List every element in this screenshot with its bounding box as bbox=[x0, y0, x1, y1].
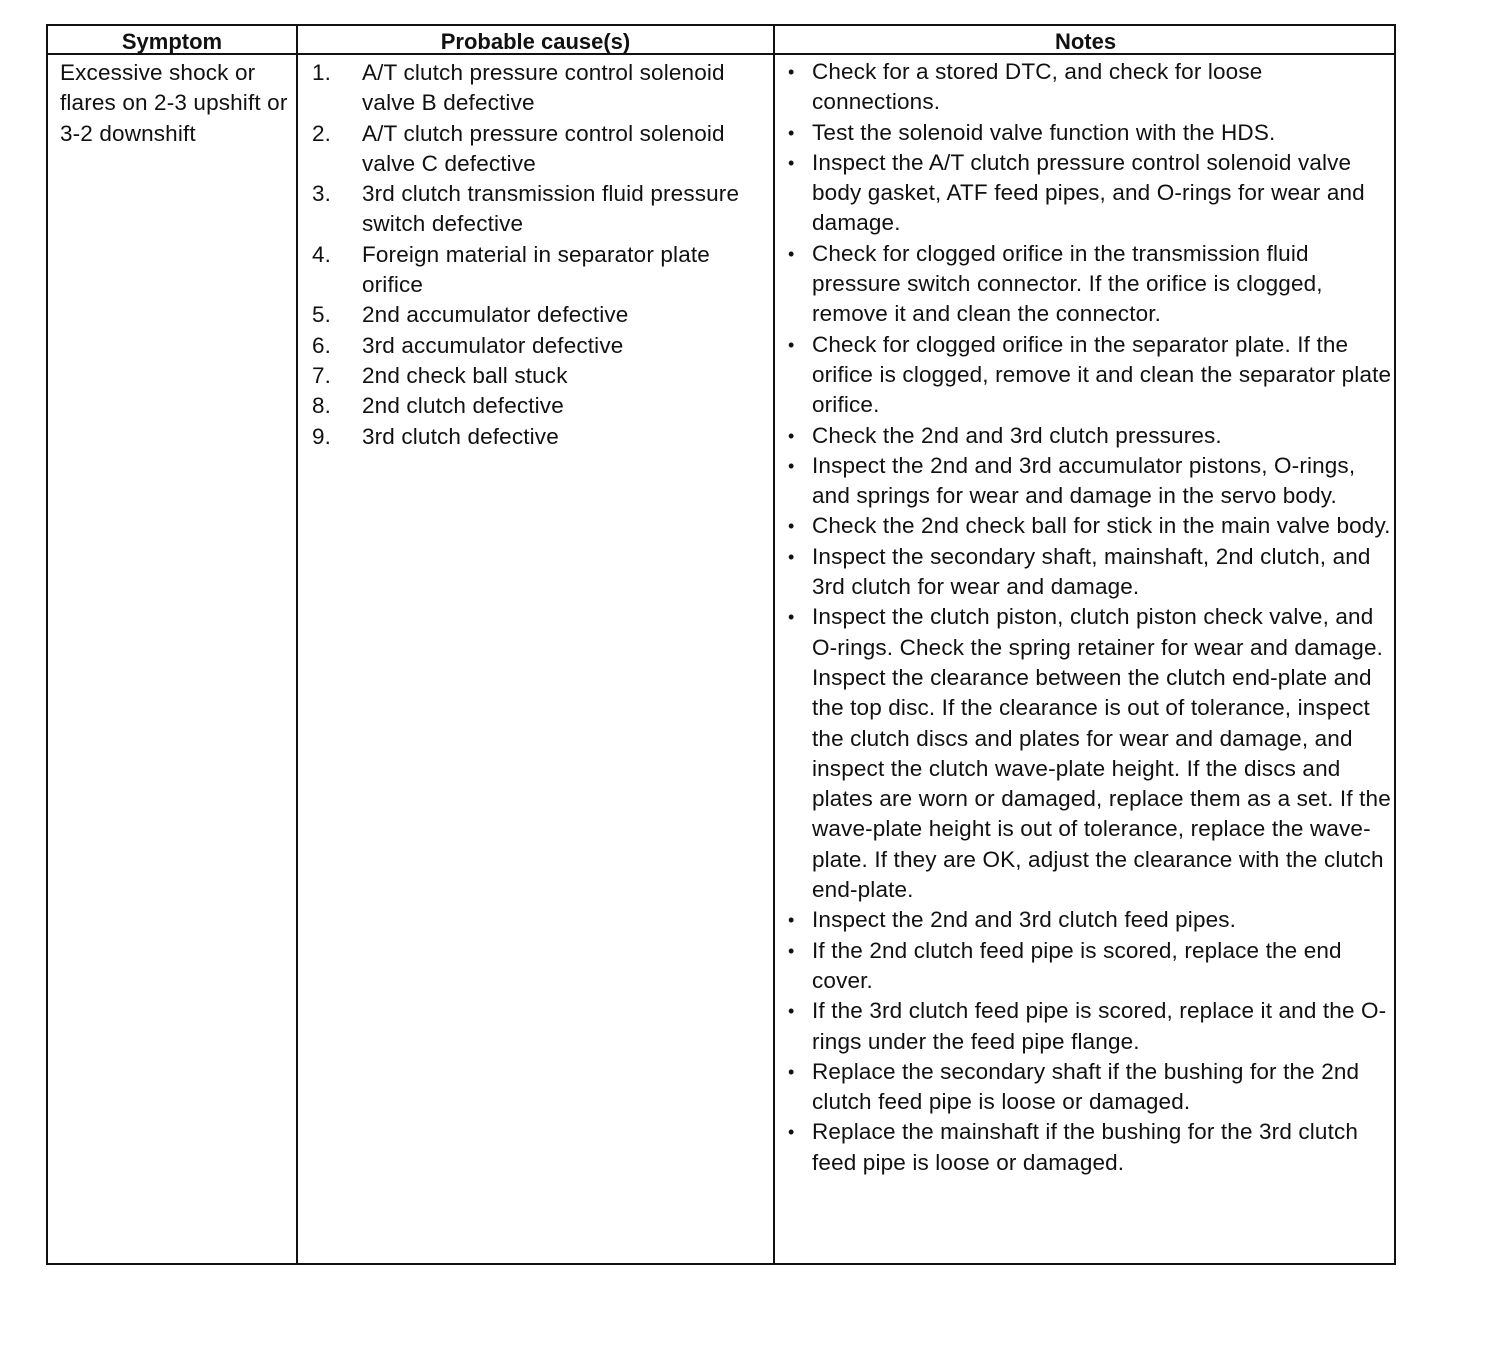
note-item bbox=[788, 936, 1393, 997]
note-text: Inspect the clutch piston, clutch piston check valve, and O-rings. Check the spring retainer for wear and damage. Inspect the clearance between the clutch end-plate and the top disc. If the clearance is out of tolerance, inspect the clutch discs and plates for wear and damage, and inspect the clutch wave-plate height. If the discs and plates are worn or damaged, replace them as a set. If the wave-plate height is out of tolerance, replace the wave-plate. If they are OK, adjust the clearance with the clutch end-plate. bbox=[812, 604, 1391, 903]
cause-item bbox=[312, 58, 767, 119]
bullet-icon: • bbox=[788, 607, 795, 628]
note-text: Check the 2nd and 3rd clutch pressures. bbox=[812, 422, 1222, 448]
note-item bbox=[788, 330, 1393, 421]
header-notes: Notes bbox=[1054, 29, 1117, 54]
bullet-icon: • bbox=[788, 243, 795, 264]
cause-text: A/T clutch pressure control solenoid valve C defective bbox=[362, 120, 725, 176]
cause-item bbox=[312, 119, 767, 180]
note-item bbox=[788, 451, 1393, 512]
cause-number: 4. bbox=[312, 241, 332, 267]
cause-item bbox=[312, 300, 767, 330]
cause-item bbox=[312, 179, 767, 240]
cause-item bbox=[312, 331, 767, 361]
cause-number: 5. bbox=[312, 302, 332, 328]
note-item bbox=[788, 239, 1393, 330]
note-item bbox=[788, 1117, 1393, 1178]
cause-text: Foreign material in separator plate orifice bbox=[362, 241, 710, 298]
cause-number: 2. bbox=[312, 120, 332, 146]
bullet-icon: • bbox=[788, 152, 795, 173]
note-item bbox=[788, 148, 1393, 239]
header-probable-causes: Probable cause(s) bbox=[440, 29, 631, 54]
note-text: Check for clogged orifice in the transmission fluid pressure switch connector. If the orifice is clogged, remove it and clean the connector. bbox=[812, 240, 1323, 327]
cause-item bbox=[312, 422, 767, 452]
notes-list bbox=[788, 57, 1393, 1178]
note-text: Inspect the 2nd and 3rd clutch feed pipes. bbox=[812, 907, 1237, 933]
cause-number: 8. bbox=[312, 393, 332, 419]
cause-item bbox=[312, 391, 767, 421]
note-text: Test the solenoid valve function with the HDS. bbox=[812, 119, 1276, 145]
bullet-icon: • bbox=[788, 334, 795, 355]
note-text: Check the 2nd check ball for stick in the main valve body. bbox=[812, 513, 1391, 539]
cause-text: 3rd clutch defective bbox=[362, 423, 559, 449]
bullet-icon: • bbox=[788, 910, 795, 931]
note-text: Replace the secondary shaft if the bushing for the 2nd clutch feed pipe is loose or damaged. bbox=[812, 1058, 1360, 1115]
note-item bbox=[788, 602, 1393, 905]
bullet-icon: • bbox=[788, 1122, 795, 1143]
bullet-icon: • bbox=[788, 1061, 795, 1082]
note-item bbox=[788, 905, 1393, 935]
cause-text: 2nd check ball stuck bbox=[362, 362, 568, 388]
note-item bbox=[788, 542, 1393, 603]
cause-number: 1. bbox=[312, 60, 332, 85]
cause-number: 3. bbox=[312, 181, 332, 207]
bullet-icon: • bbox=[788, 425, 795, 446]
bullet-icon: • bbox=[788, 122, 795, 143]
cause-number: 9. bbox=[312, 423, 332, 449]
cause-number: 6. bbox=[312, 332, 332, 358]
note-text: Inspect the A/T clutch pressure control solenoid valve body gasket, ATF feed pipes, and O-rings for wear and damage. bbox=[812, 149, 1365, 236]
note-item bbox=[788, 57, 1393, 118]
note-item bbox=[788, 1057, 1393, 1118]
bullet-icon: • bbox=[788, 62, 795, 82]
bullet-icon: • bbox=[788, 455, 795, 476]
note-item bbox=[788, 996, 1393, 1057]
cause-text: A/T clutch pressure control solenoid valve B defective bbox=[362, 60, 725, 116]
note-text: If the 3rd clutch feed pipe is scored, replace it and the O-rings under the feed pipe flange. bbox=[812, 998, 1387, 1054]
column-divider bbox=[773, 26, 775, 1263]
note-item bbox=[788, 511, 1393, 541]
cause-number: 7. bbox=[312, 362, 332, 388]
cause-item bbox=[312, 240, 767, 301]
bullet-icon: • bbox=[788, 1001, 795, 1022]
cause-item bbox=[312, 361, 767, 391]
bullet-icon: • bbox=[788, 940, 795, 961]
note-item bbox=[788, 118, 1393, 148]
note-text: Replace the mainshaft if the bushing for the 3rd clutch feed pipe is loose or damaged. bbox=[812, 1119, 1359, 1175]
note-text: If the 2nd clutch feed pipe is scored, replace the end cover. bbox=[812, 937, 1342, 993]
header-symptom: Symptom bbox=[121, 29, 223, 54]
troubleshooting-table bbox=[46, 24, 1396, 1265]
bullet-icon: • bbox=[788, 546, 795, 567]
note-item bbox=[788, 421, 1393, 451]
cause-text: 3rd clutch transmission fluid pressure switch defective bbox=[362, 181, 740, 237]
probable-causes-list bbox=[312, 58, 767, 452]
note-text: Inspect the secondary shaft, mainshaft, 2nd clutch, and 3rd clutch for wear and damage. bbox=[812, 543, 1371, 600]
column-divider bbox=[296, 26, 298, 1263]
note-text: Inspect the 2nd and 3rd accumulator pistons, O-rings, and springs for wear and damage in the servo body. bbox=[812, 452, 1356, 509]
bullet-icon: • bbox=[788, 516, 795, 537]
note-text: Check for a stored DTC, and check for loose connections. bbox=[812, 59, 1263, 115]
cause-text: 2nd clutch defective bbox=[362, 393, 564, 419]
cause-text: 2nd accumulator defective bbox=[362, 302, 629, 328]
note-text: Check for clogged orifice in the separator plate. If the orifice is clogged, remove it and clean the separator plate orifice. bbox=[812, 331, 1392, 418]
symptom-cell: Excessive shock or flares on 2-3 upshift or 3-2 downshift bbox=[60, 60, 288, 146]
cause-text: 3rd accumulator defective bbox=[362, 332, 624, 358]
